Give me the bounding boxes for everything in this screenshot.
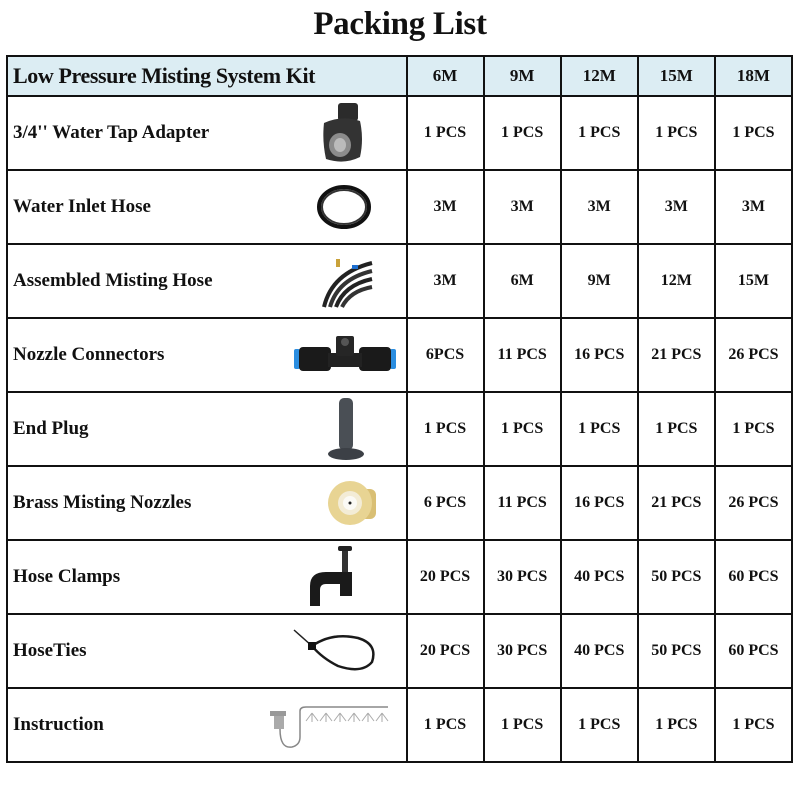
qty-cell: 3M <box>407 170 484 244</box>
qty-cell: 3M <box>638 170 715 244</box>
size-header-9m: 9M <box>484 56 561 96</box>
header-row <box>7 56 792 96</box>
qty-cell: 21 PCS <box>638 466 715 540</box>
table-row <box>7 244 792 318</box>
qty-cell: 15M <box>715 244 792 318</box>
qty-cell: 20 PCS <box>407 540 484 614</box>
table-row <box>7 318 792 392</box>
item-cell <box>7 392 407 466</box>
size-header-6m: 6M <box>407 56 484 96</box>
end-plug-icon <box>326 396 366 462</box>
qty-cell: 30 PCS <box>484 614 561 688</box>
qty-cell: 11 PCS <box>484 318 561 392</box>
brass-nozzle-icon <box>326 475 382 531</box>
qty-cell: 21 PCS <box>638 318 715 392</box>
cable-tie-icon <box>292 628 378 674</box>
item-cell <box>7 614 407 688</box>
hose-clamp-icon <box>308 544 356 610</box>
item-label: Instruction <box>13 714 104 735</box>
qty-cell: 3M <box>561 170 638 244</box>
qty-cell: 60 PCS <box>715 614 792 688</box>
item-cell <box>7 540 407 614</box>
qty-cell: 40 PCS <box>561 540 638 614</box>
qty-cell: 6 PCS <box>407 466 484 540</box>
qty-cell: 1 PCS <box>638 96 715 170</box>
qty-cell: 1 PCS <box>638 688 715 762</box>
qty-cell: 1 PCS <box>484 392 561 466</box>
table-row <box>7 96 792 170</box>
item-label: End Plug <box>13 418 89 439</box>
instruction-diagram-icon <box>266 697 392 753</box>
qty-cell: 16 PCS <box>561 466 638 540</box>
qty-cell: 9M <box>561 244 638 318</box>
qty-cell: 3M <box>407 244 484 318</box>
item-label: Brass Misting Nozzles <box>13 492 192 513</box>
qty-cell: 1 PCS <box>561 392 638 466</box>
qty-cell: 20 PCS <box>407 614 484 688</box>
qty-cell: 30 PCS <box>484 540 561 614</box>
table-row <box>7 392 792 466</box>
table-row <box>7 540 792 614</box>
kit-name-header: Low Pressure Misting System Kit <box>7 56 407 96</box>
qty-cell: 26 PCS <box>715 318 792 392</box>
qty-cell: 1 PCS <box>715 96 792 170</box>
table-row <box>7 466 792 540</box>
qty-cell: 1 PCS <box>407 392 484 466</box>
item-label: Hose Clamps <box>13 566 121 587</box>
qty-cell: 12M <box>638 244 715 318</box>
qty-cell: 50 PCS <box>638 540 715 614</box>
qty-cell: 11 PCS <box>484 466 561 540</box>
qty-cell: 1 PCS <box>715 392 792 466</box>
qty-cell: 6M <box>484 244 561 318</box>
qty-cell: 1 PCS <box>715 688 792 762</box>
misting-hose-icon <box>322 253 374 309</box>
qty-cell: 16 PCS <box>561 318 638 392</box>
qty-cell: 50 PCS <box>638 614 715 688</box>
tap-adapter-icon <box>316 101 368 165</box>
qty-cell: 1 PCS <box>407 96 484 170</box>
qty-cell: 1 PCS <box>484 688 561 762</box>
qty-cell: 60 PCS <box>715 540 792 614</box>
table-row <box>7 614 792 688</box>
qty-cell: 26 PCS <box>715 466 792 540</box>
qty-cell: 1 PCS <box>638 392 715 466</box>
hose-coil-icon <box>314 182 374 232</box>
size-header-15m: 15M <box>638 56 715 96</box>
packing-list-table <box>6 55 793 763</box>
item-label: 3/4'' Water Tap Adapter <box>13 122 210 143</box>
table-row <box>7 688 792 762</box>
item-cell <box>7 318 407 392</box>
qty-cell: 6PCS <box>407 318 484 392</box>
item-cell <box>7 466 407 540</box>
size-header-18m: 18M <box>715 56 792 96</box>
size-header-12m: 12M <box>561 56 638 96</box>
qty-cell: 1 PCS <box>561 96 638 170</box>
item-label: Nozzle Connectors <box>13 344 165 365</box>
item-cell <box>7 244 407 318</box>
qty-cell: 1 PCS <box>561 688 638 762</box>
qty-cell: 3M <box>715 170 792 244</box>
item-label: HoseTies <box>13 640 87 661</box>
item-label: Water Inlet Hose <box>13 196 151 217</box>
item-cell <box>7 688 407 762</box>
qty-cell: 1 PCS <box>407 688 484 762</box>
item-cell <box>7 96 407 170</box>
tee-connector-icon <box>290 333 400 377</box>
item-label: Assembled Misting Hose <box>13 270 213 291</box>
qty-cell: 1 PCS <box>484 96 561 170</box>
qty-cell: 40 PCS <box>561 614 638 688</box>
qty-cell: 3M <box>484 170 561 244</box>
item-cell <box>7 170 407 244</box>
page-title: Packing List <box>313 6 487 42</box>
table-row <box>7 170 792 244</box>
